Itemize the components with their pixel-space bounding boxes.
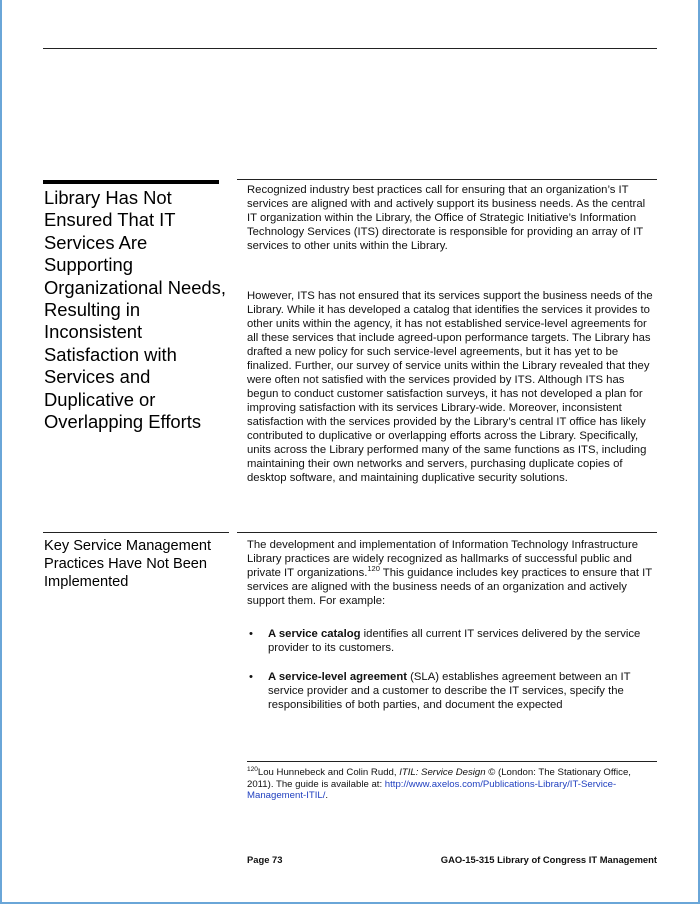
section-2-text-rule <box>237 532 657 533</box>
footnote-rule <box>247 761 657 762</box>
bullet-icon: • <box>249 628 253 640</box>
section-2-heading: Key Service Management Practices Have Not Been Implemented <box>44 538 212 590</box>
footnote-number: 120 <box>247 765 258 773</box>
paragraph-text: Recognized industry best practices call for ensuring that an organization’s IT services are aligned with and actively support its business needs. As the central IT organization within the Library, the Office of Strategic Initiative’s Information Technology Services (ITS) directorate is responsible for providing an array of IT services to other units within the Library. <box>247 184 646 252</box>
bullet-term: A service catalog <box>268 628 361 640</box>
footnote-title: ITIL: Service Design <box>399 767 486 778</box>
page-frame-left <box>0 0 2 904</box>
footer-report-title: GAO-15-315 Library of Congress IT Management <box>440 854 657 865</box>
paragraph-text-part: This guidance includes key practices to ensure that IT services are aligned with the business needs of an organization and actively support them. For example: <box>247 567 652 607</box>
footnote-reference: 120 <box>367 564 380 574</box>
footer-page-number: Page 73 <box>247 854 283 865</box>
section-1-paragraph-1 <box>247 183 657 253</box>
footnote-publication: © (London: The Stationary Office, 2011). The guide is available at: <box>247 767 631 790</box>
section-1-text-rule <box>237 179 657 180</box>
section-2-heading-rule <box>43 532 229 533</box>
bullet-text <box>268 627 657 655</box>
section-1-heading: Library Has Not Ensured That IT Services Are Supporting Organizational Needs, Resulting in Inconsistent Satisfaction with Services and Duplicative or Overlapping Efforts <box>44 187 226 433</box>
paragraph-text: However, ITS has not ensured that its services support the business needs of the Library. While it has developed a catalog that identifies the services it provides to other units within the agency, it has not established service-level agreements for all these services that include agreed-upon performance targets. The Library has drafted a new policy for such service-level agreements, but it has yet to be finalized. Further, our survey of service units within the Library revealed that they were often not satisfied with the services provided by ITS. Although ITS has begun to conduct customer satisfaction surveys, it has not developed a plan for improving satisfaction with its services Library-wide. Moreover, inconsistent satisfaction with the services provided by the Library’s central IT office has likely contributed to duplicative or overlapping efforts across the Library. Specifically, units across the Library performed many of the same functions as ITS, including maintaining their own networks and servers, purchasing duplicate copies of desktop software, and maintaining duplicative security solutions. <box>247 290 653 484</box>
paragraph-text-part: The development and implementation of Information Technology Infrastructure Library practices are widely recognized as hallmarks of successful public and private IT organizations. <box>247 539 639 579</box>
bullet-description: identifies all current IT services delivered by the service provider to its customers. <box>268 628 641 654</box>
section-1-paragraph-2 <box>247 289 657 485</box>
bullet-description: (SLA) establishes agreement between an IT service provider and a customer to describe the IT services, specify the responsibilities of both parties, and document the expected <box>268 671 631 711</box>
bullet-icon: • <box>249 671 253 683</box>
bullet-text <box>268 670 657 712</box>
footnote-120 <box>247 767 647 802</box>
header-rule <box>43 48 657 49</box>
footnote-authors: Lou Hunnebeck and Colin Rudd, <box>257 767 400 778</box>
bullet-term: A service-level agreement <box>268 671 407 683</box>
paragraph-text <box>247 538 657 608</box>
section-2-paragraph-1 <box>247 538 657 608</box>
footnote-end: . <box>325 790 329 802</box>
section-1-heading-rule <box>43 180 219 184</box>
footnote-link[interactable]: http://www.axelos.com/Publications-Library/IT-Service-Management-ITIL/ <box>247 778 617 802</box>
